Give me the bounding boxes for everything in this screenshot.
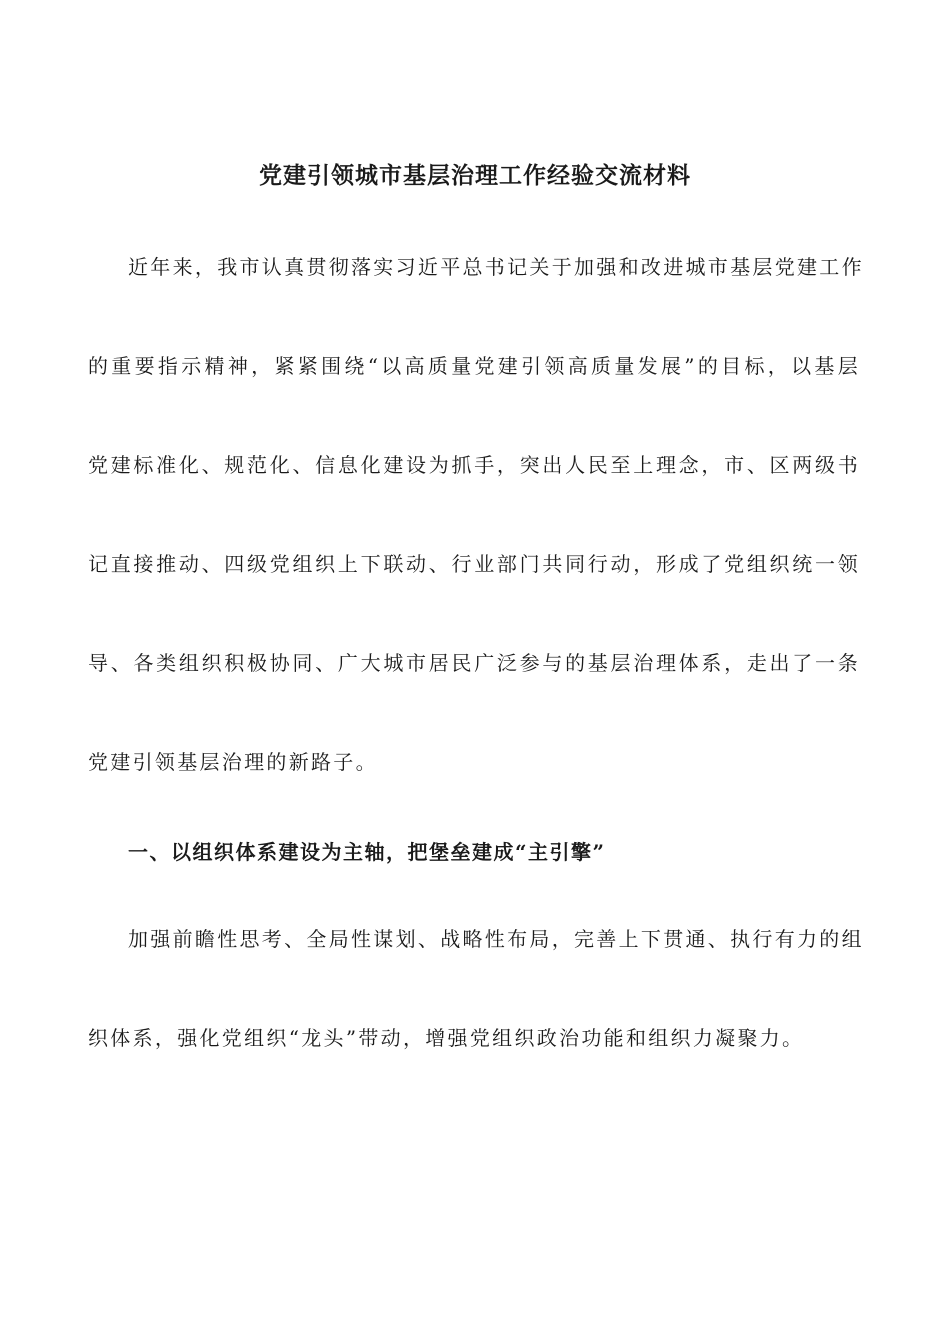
paragraph-line: 加强前瞻性思考、全局性谋划、战略性布局，完善上下贯通、执行有力的组: [128, 927, 864, 951]
paragraph-line: 党建引领基层治理的新路子。: [88, 750, 378, 774]
paragraph-line: 导、各类组织积极协同、广大城市居民广泛参与的基层治理体系，走出了一条: [88, 651, 860, 675]
paragraph-line: 的重要指示精神，紧紧围绕“以高质量党建引领高质量发展”的目标，以基层: [88, 354, 860, 378]
paragraph-line: 织体系，强化党组织“龙头”带动，增强党组织政治功能和组织力凝聚力。: [88, 1026, 805, 1050]
paragraph-line: 党建标准化、规范化、信息化建设为抓手，突出人民至上理念，市、区两级书: [88, 453, 860, 477]
paragraph-line: 近年来，我市认真贯彻落实习近平总书记关于加强和改进城市基层党建工作: [128, 255, 864, 279]
section-heading: 一、以组织体系建设为主轴，把堡垒建成“主引擎”: [128, 840, 606, 864]
paragraph-section-1: [88, 890, 864, 1088]
paragraph-intro: [88, 218, 864, 812]
document-title: 党建引领城市基层治理工作经验交流材料: [259, 162, 691, 189]
paragraph-line: 记直接推动、四级党组织上下联动、行业部门共同行动，形成了党组织统一领: [88, 552, 860, 576]
